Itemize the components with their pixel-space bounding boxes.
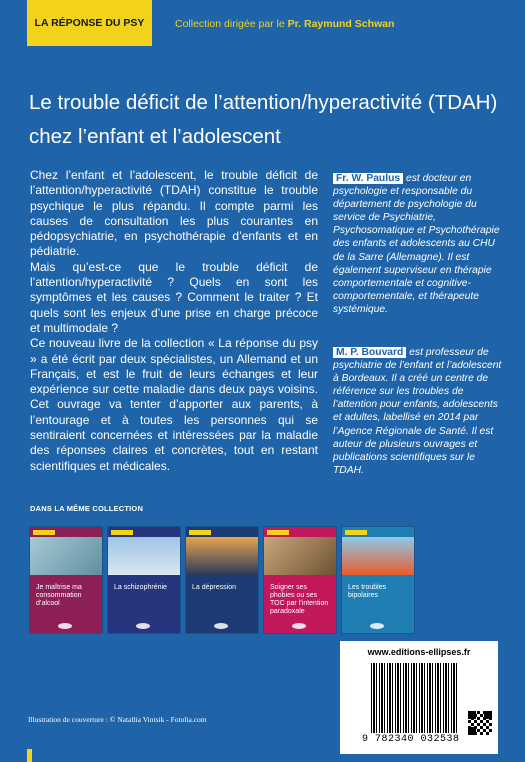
book-tag bbox=[345, 530, 367, 535]
publisher-logo-icon bbox=[58, 623, 72, 629]
book-title: Le trouble déficit de l’attention/hyperactivité (TDAH) chez l’enfant et l’adolescent bbox=[29, 91, 498, 148]
book-cover-5 bbox=[342, 527, 414, 633]
barcode-box bbox=[340, 641, 498, 754]
publisher-logo-icon bbox=[136, 623, 150, 629]
book-title-block bbox=[270, 584, 332, 616]
collection-director: Pr. Raymund Schwan bbox=[287, 18, 395, 30]
blurb-paragraph: Chez l’enfant et l’adolescent, le trouble déficit de l’attention/hyperactivité (TDAH) constitue le trouble psychique le plus répandu. Il compte parmi les causes de consultation les plus courantes en pédopsychiatrie, en psychothérapie d’enfants et en pédiatrie. bbox=[30, 168, 318, 259]
book-tag bbox=[33, 530, 55, 535]
series-label: LA RÉPONSE DU PSY bbox=[34, 17, 145, 29]
publisher-logo-icon bbox=[214, 623, 228, 629]
book-title-block bbox=[114, 584, 176, 592]
book-title-1: Je maîtrise ma consommation d’alcool bbox=[36, 584, 82, 607]
book-title-block bbox=[192, 584, 254, 592]
book-title-block bbox=[36, 584, 98, 608]
author-bio-2 bbox=[333, 346, 503, 477]
book-title-2: La schizophrénie bbox=[114, 584, 167, 591]
book-tag bbox=[267, 530, 289, 535]
barcode-icon bbox=[371, 663, 459, 733]
publisher-logo-icon bbox=[370, 623, 384, 629]
book-title-block bbox=[348, 584, 410, 600]
book-cover-2 bbox=[108, 527, 180, 633]
cover-image bbox=[30, 537, 102, 575]
publisher-logo-icon bbox=[292, 623, 306, 629]
book-cover-3 bbox=[186, 527, 258, 633]
collection-prefix: Collection dirigée par le bbox=[175, 18, 285, 30]
author-text-2: est professeur de psychiatrie de l’enfant et l’adolescent à Bordeaux. Il a créé un centre de référence sur les troubles de l’attention pour enfants, adolescents et adultes, labellisé en 2014 par l’Agence Régionale de Santé. Il est auteur de plusieurs ouvrages et publications scientifiques sur le TDAH. bbox=[333, 347, 502, 476]
cover-image bbox=[342, 537, 414, 575]
book-tag bbox=[189, 530, 211, 535]
author-name-2: M. P. Bouvard bbox=[333, 347, 406, 358]
isbn-digits: 9 782340 032538 bbox=[362, 734, 460, 745]
book-title-3: La dépression bbox=[192, 584, 236, 591]
book-title-4: Soigner ses phobies ou ses TOC par l’intention paradoxale bbox=[270, 584, 329, 615]
author-name-1: Fr. W. Paulus bbox=[333, 173, 403, 184]
book-title-5: Les troubles bipolaires bbox=[348, 584, 387, 599]
same-collection-heading: DANS LA MÊME COLLECTION bbox=[30, 504, 144, 513]
blurb bbox=[30, 168, 318, 474]
website-url: www.editions-ellipses.fr bbox=[367, 647, 471, 657]
yellow-accent bbox=[27, 749, 32, 762]
author-text-1: est docteur en psychologie et responsable du département de psychologie du service de Psychiatrie, Psychosomatique et Psychothérapie des enfants et adolescents au CHU de la Sarre (Allemagne). Il est également superviseur en thérapie comportementale et cognitive-comportementale, et thérapeute systémique. bbox=[333, 173, 500, 315]
series-tag bbox=[27, 0, 152, 46]
cover-image bbox=[108, 537, 180, 575]
blurb-paragraph: Mais qu’est-ce que le trouble déficit de l’attention/hyperactivité ? Quels en sont les symptômes et les causes ? Comment le traiter ? Et quels sont les enjeux d’une prise en charge précoce et multimodale ? bbox=[30, 259, 318, 335]
qr-code-icon bbox=[468, 711, 492, 735]
book-cover-4 bbox=[264, 527, 336, 633]
cover-image bbox=[186, 537, 258, 575]
cover-image bbox=[264, 537, 336, 575]
cover-credit: Illustration de couverture : © Natallia Vintsik - Fotolia.com bbox=[28, 715, 207, 724]
book-tag bbox=[111, 530, 133, 535]
author-bio-1 bbox=[333, 172, 503, 316]
book-cover-1 bbox=[30, 527, 102, 633]
blurb-paragraph: Ce nouveau livre de la collection « La réponse du psy » a été écrit par deux spécialistes, un Allemand et un Français, et est le fruit de leurs échanges et leur expérience sur cette maladie dans deux pays voisins. Cet ouvrage va tenter d’apporter aux parents, à l’entourage et à toutes les personnes qui se sentiraient concernées et intéressées par la maladie des réponses claires et concrètes, tout en restant scientifiques et médicales. bbox=[30, 336, 318, 473]
collection-line bbox=[175, 18, 394, 30]
